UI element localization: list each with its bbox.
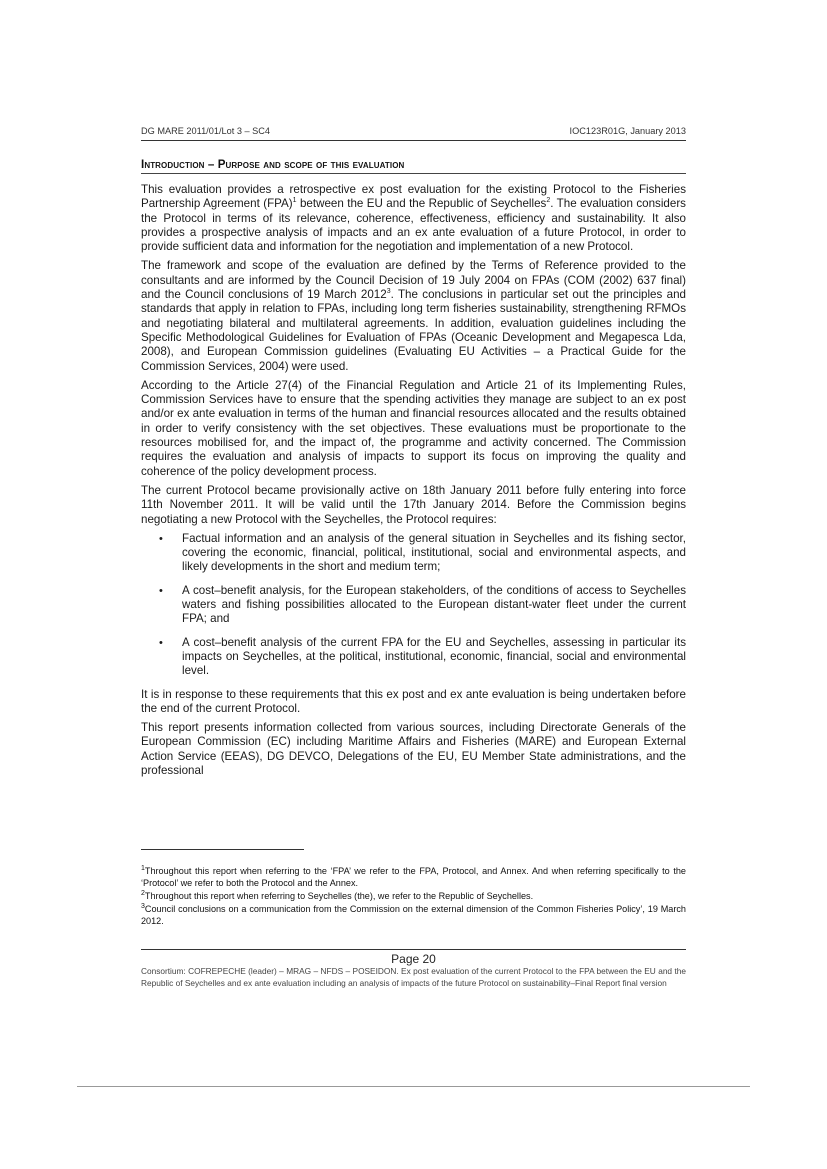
footnotes	[141, 866, 686, 929]
footnote-separator	[141, 849, 304, 850]
paragraph-5: It is in response to these requirements that this ex post and ex ante evaluation is being undertaken before the end of the current Protocol.	[141, 687, 686, 715]
title-underline	[141, 173, 686, 174]
footnote-number: 3	[141, 902, 145, 910]
paragraph-2	[141, 259, 686, 373]
list-item	[159, 531, 686, 575]
bullet-icon: •	[159, 584, 163, 597]
footnote-ref-3[interactable]: 3	[386, 288, 391, 296]
list-item-text: A cost–benefit analysis, for the European stakeholders, of the conditions of access to Seychelles waters and fishing possibilities allocated to the European distant-water fleet under the current FPA; and	[182, 583, 686, 626]
list-item-text: A cost–benefit analysis of the current FPA for the EU and Seychelles, assessing in particular its impacts on Seychelles, at the political, institutional, economic, financial, social and environmental level.	[182, 635, 686, 678]
page-bottom-divider	[77, 1086, 750, 1087]
requirements-list	[141, 532, 686, 679]
section-title: Introduction – Purpose and scope of this evaluation	[141, 158, 405, 171]
running-header	[141, 126, 686, 141]
page-number: Page 20	[391, 952, 436, 966]
bullet-icon: •	[159, 636, 163, 649]
footnote-3	[141, 904, 686, 928]
footnote-number: 2	[141, 889, 145, 897]
paragraph-3: According to the Article 27(4) of the Financial Regulation and Article 21 of its Implementing Rules, Commission Services have to ensure that the spending activities they manage are subject to an ex post and/or ex ante evaluation in terms of the human and financial resources allocated and the results obtained in order to verify consistency with the set objectives. These evaluations must be proportionate to the resources mobilised for, and the impact of, the programme and activity concerned. The Commission requires the evaluation and analysis of impacts to support its focus on improving the quality and coherence of the policy development process.	[141, 378, 686, 478]
footnote-ref-2[interactable]: 2	[546, 197, 551, 205]
paragraph-1-text-b: between the EU and the Republic of Seychelles	[296, 197, 547, 211]
paragraph-1-text-a: This evaluation provides a retrospective ex post evaluation for the existing Protocol to the Fisheries Partnership Agreement (FPA)	[141, 183, 686, 211]
footer-consortium-text: Consortium: COFREPECHE (leader) – MRAG – NFDS – POSEIDON. Ex post evaluation of the current Protocol to the FPA between the EU and the Republic of Seychelles and ex ante evaluation including an analysis of impacts of the future Protocol on sustainability–Final Report final version	[141, 966, 686, 988]
header-right: IOC123R01G, January 2013	[569, 126, 686, 136]
paragraph-4: The current Protocol became provisionally active on 18th January 2011 before fully entering into force 11th November 2011. It will be valid until the 17th January 2014. Before the Commission begins negotiating a new Protocol with the Seychelles, the Protocol requires:	[141, 483, 686, 526]
paragraph-1-text-c: . The evaluation considers the Protocol in terms of its relevance, coherence, effectiveness, efficiency and sustainability. It also provides a prospective analysis of impacts and an ex ante evaluation of a future Protocol, in order to provide sufficient data and information for the negotiation and implementation of a new Protocol.	[141, 197, 686, 254]
paragraph-2-text-b: . The conclusions in particular set out the principles and standards that apply in relation to FPAs, including long term fisheries sustainability, strengthening RFMOs and negotiating bilateral and multilateral agreements. In addition, evaluation guidelines including the Specific Methodological Guidelines for Evaluation of FPAs (Oceanic Development and Megapesca Lda, 2008), and European Commission guidelines (Evaluating EU Activities – a Practical Guide for the Commission Services, 2004) were used.	[141, 288, 686, 373]
list-item-text: Factual information and an analysis of the general situation in Seychelles and its fishing sector, covering the economic, financial, political, institutional, social and environmental aspects, and likely developments in the short and medium term;	[182, 531, 686, 574]
footnote-2	[141, 891, 686, 903]
footnote-text: Throughout this report when referring to the ‘FPA’ we refer to the FPA, Protocol, and Annex. And when referring specifically to the ‘Protocol’ we refer to both the Protocol and the Annex.	[141, 866, 686, 888]
list-item	[159, 635, 686, 679]
footnote-ref-1[interactable]: 1	[292, 197, 297, 205]
header-left: DG MARE 2011/01/Lot 3 – SC4	[141, 126, 271, 136]
paragraph-2-text-a: The framework and scope of the evaluation are defined by the Terms of Reference provided to the consultants and are informed by the Council Decision of 19 July 2004 on FPAs (COM (2002) 637 final) and the Council conclusions of 19 March 2012	[141, 259, 686, 302]
footnote-1	[141, 866, 686, 890]
bullet-icon: •	[159, 532, 163, 545]
footer-separator	[141, 949, 686, 950]
footnote-text: Throughout this report when referring to Seychelles (the), we refer to the Republic of Seychelles.	[144, 890, 534, 901]
paragraph-6: This report presents information collected from various sources, including Directorate Generals of the European Commission (EC) including Maritime Affairs and Fisheries (MARE) and European External Action Service (EEAS), DG DEVCO, Delegations of the EU, EU Member State administrations, and the professional	[141, 721, 686, 777]
footnote-number: 1	[141, 864, 145, 872]
paragraph-1	[141, 183, 686, 254]
list-item	[159, 583, 686, 627]
body-text	[141, 183, 686, 783]
footnote-text: Council conclusions on a communication from the Commission on the external dimension of the Common Fisheries Policy’, 19 March 2012.	[141, 903, 686, 926]
